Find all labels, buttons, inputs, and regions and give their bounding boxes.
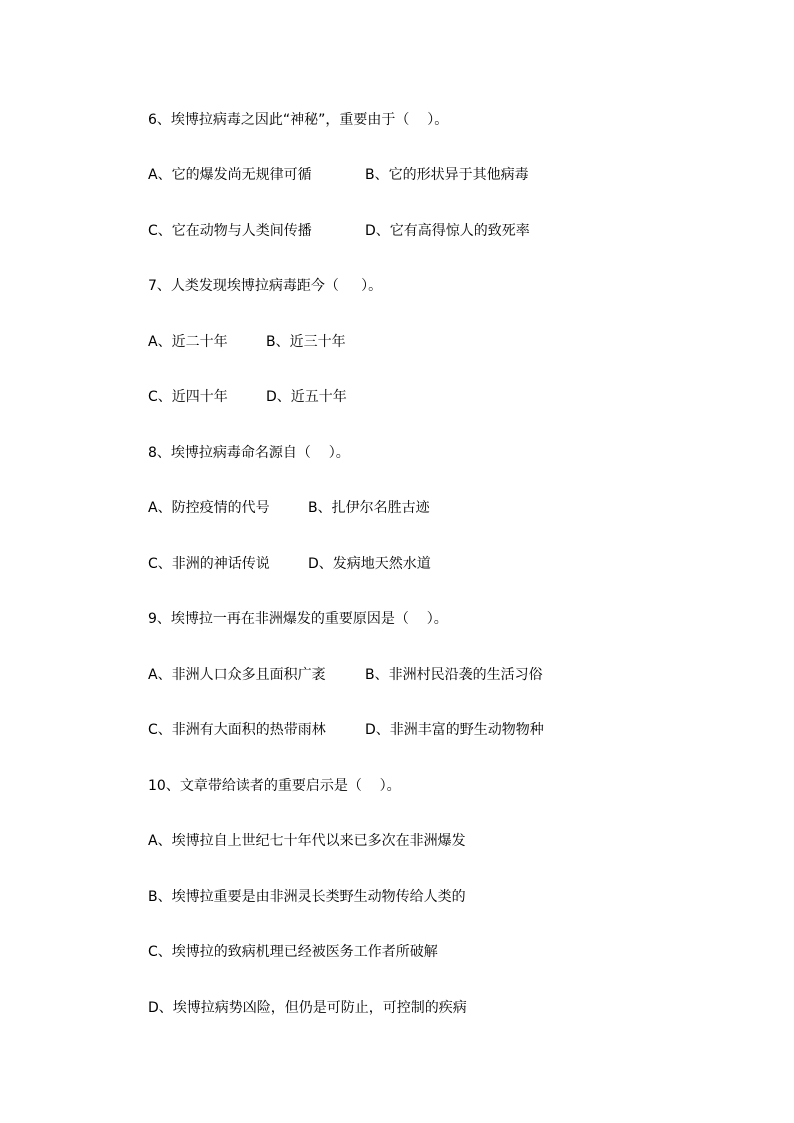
question-7-option-c: C、近四十年 bbox=[148, 389, 228, 405]
question-6-option-d: D、它有高得惊人的致死率 bbox=[365, 223, 530, 239]
question-10-option-a: A、埃博拉自上世纪七十年代以来已多次在非洲爆发 bbox=[148, 833, 466, 849]
question-9-stem: 9、埃博拉一再在非洲爆发的重要原因是（ ）。 bbox=[148, 611, 448, 627]
question-6-stem: 6、埃博拉病毒之因此“神秘”，重要由于（ ）。 bbox=[148, 112, 449, 128]
question-9-option-a: A、非洲人口众多且面积广袤 bbox=[148, 667, 326, 683]
question-8-option-b: B、扎伊尔名胜古迹 bbox=[308, 500, 430, 516]
question-9-option-b: B、非洲村民沿袭的生活习俗 bbox=[365, 667, 543, 683]
question-7-option-a: A、近二十年 bbox=[148, 334, 228, 350]
question-10-option-c: C、埃博拉的致病机理已经被医务工作者所破解 bbox=[148, 944, 438, 960]
question-6-option-a: A、它的爆发尚无规律可循 bbox=[148, 167, 312, 183]
question-8-option-d: D、发病地天然水道 bbox=[308, 556, 431, 572]
question-9-option-d: D、非洲丰富的野生动物物种 bbox=[365, 722, 544, 738]
question-9-option-c: C、非洲有大面积的热带雨林 bbox=[148, 722, 326, 738]
question-8-option-a: A、防控疫情的代号 bbox=[148, 500, 270, 516]
question-6-option-c: C、它在动物与人类间传播 bbox=[148, 223, 312, 239]
question-8-option-c: C、非洲的神话传说 bbox=[148, 556, 270, 572]
question-10-stem: 10、文章带给读者的重要启示是（ ）。 bbox=[148, 778, 401, 794]
question-10-option-b: B、埃博拉重要是由非洲灵长类野生动物传给人类的 bbox=[148, 889, 466, 905]
question-7-stem: 7、人类发现埃博拉病毒距今（ ）。 bbox=[148, 278, 383, 294]
question-8-stem: 8、埃博拉病毒命名源自（ ）。 bbox=[148, 445, 350, 461]
question-7-option-d: D、近五十年 bbox=[266, 389, 347, 405]
question-6-option-b: B、它的形状异于其他病毒 bbox=[365, 167, 529, 183]
question-10-option-d: D、埃博拉病势凶险，但仍是可防止，可控制的疾病 bbox=[148, 1000, 467, 1016]
question-7-option-b: B、近三十年 bbox=[266, 334, 346, 350]
